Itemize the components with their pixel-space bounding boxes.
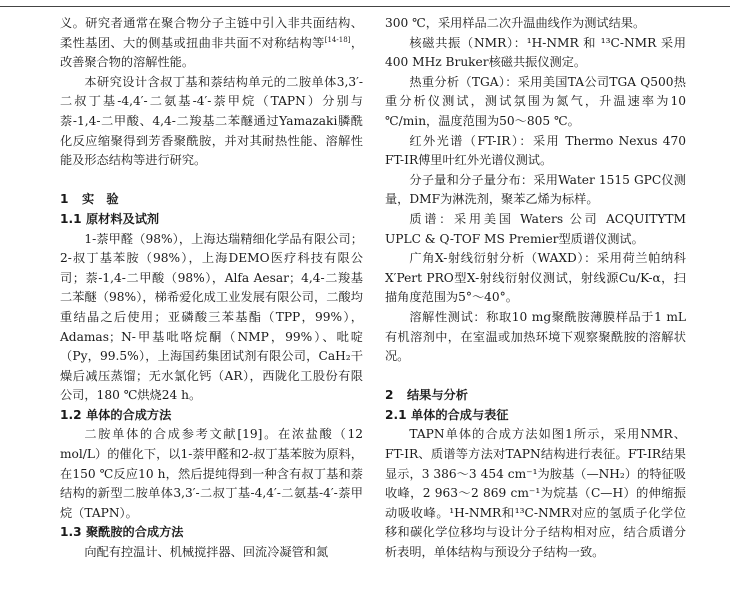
subsection-heading-polyamide-synthesis: 1.3 聚酰胺的合成方法 <box>60 525 184 540</box>
polyamide-synthesis-paragraph: 向配有控温计、机械搅拌器、回流冷凝管和氮 <box>84 545 329 560</box>
tga-paragraph: 热重分析（TGA）：采用美国TA公司TGA Q500热重分析仪测试，测试氛围为氮气，升温速率为10 ℃/min，温度范围为50～805 ℃。 <box>385 74 686 128</box>
subsection-heading-monomer-characterization: 2.1 单体的合成与表征 <box>385 407 509 422</box>
right-column <box>385 14 686 563</box>
dsc-paragraph-continued: 300 ℃，采用样品二次升温曲线作为测试结果。 <box>385 16 646 30</box>
monomer-synthesis-paragraph: 二胺单体的合成参考文献[19]。在浓盐酸（12 mol/L）的催化下，以1-萘甲醛和2-叔丁基苯胺为原料，在150 ℃反应10 h，然后提纯得到一种含有叔丁基和萘结构的新型二胺单体3,3′-二叔丁基-4,4′-二氨基-4′-萘甲烷（TAPN）。 <box>60 427 363 520</box>
intro-paragraph-continued: 义。研究者通常在聚合物分子主链中引入非共面结构、柔性基团、大的侧基或扭曲非共面不对称结构等[14-18]，改善聚合物的溶解性能。 <box>60 16 364 70</box>
gpc-paragraph: 分子量和分子量分布：采用Water 1515 GPC仪测量，DMF为淋洗剂，聚苯乙烯为标样。 <box>385 172 686 207</box>
characterization-paragraph: TAPN单体的合成方法如图1所示，采用NMR、FT-IR、质谱等方法对TAPN结构进行表征。FT-IR结果显示，3 386～3 454 cm⁻¹为胺基（—NH₂）的特征吸收峰，2 963～2 869 cm⁻¹为烷基（C—H）的伸缩振动吸收峰。¹H-NMR和¹³C-NMR对应的氢质子化学位移和碳化学位移均与设计分子结构相对应，结合质谱分析表明，单体结构与预设分子结构一致。 <box>385 427 686 560</box>
solubility-paragraph: 溶解性测试：称取10 mg聚酰胺薄膜样品于1 mL有机溶剂中，在室温或加热环境下观察聚酰胺的溶解状况。 <box>385 309 686 364</box>
section-heading-experiment: 1 实 验 <box>60 192 119 207</box>
mass-spec-paragraph: 质谱：采用美国 Waters 公司 ACQUITYTM UPLC & Q-TOF MS Premier型质谱仪测试。 <box>385 211 686 246</box>
section-heading-results: 2 结果与分析 <box>385 388 468 403</box>
subsection-heading-materials: 1.1 原材料及试剂 <box>60 211 160 226</box>
subsection-heading-monomer-synthesis: 1.2 单体的合成方法 <box>60 407 172 422</box>
citation-14-18[interactable]: [14-18] <box>324 35 351 44</box>
materials-paragraph: 1-萘甲醛（98%），上海达瑞精细化学品有限公司；2-叔丁基苯胺（98%），上海DEMO医疗科技有限公司；萘-1,4-二甲酸（98%），Alfa Aesar；4,4-二羧基二苯醚（98%），梯希爱化成工业发展有限公司，二酸均重结晶之后使用；亚磷酸三苯基酯（TPP，99%），Adamas；N-甲基吡咯烷酮（NMP，99%）、吡啶（Py，99.5%），上海国药集团试剂有限公司，CaH₂干燥后减压蒸馏；无水氯化钙（AR），西陇化工股份有限公司，180 ℃烘烧24 h。 <box>60 231 363 403</box>
waxd-paragraph: 广角X-射线衍射分析（WAXD）：采用荷兰帕纳科 X′Pert PRO型X-射线衍射仪测试，射线源Cu/K-α，扫描角度范围为5°～40°。 <box>385 251 686 305</box>
ftir-paragraph: 红外光谱（FT-IR）：采用 Thermo Nexus 470 FT-IR傅里叶红外光谱仪测试。 <box>385 133 686 168</box>
left-column <box>60 14 363 563</box>
page-header-rule <box>0 0 730 7</box>
nmr-paragraph: 核磁共振（NMR）：¹H-NMR 和 ¹³C-NMR 采用400 MHz Bruker核磁共振仪测定。 <box>385 35 686 70</box>
intro-paragraph: 本研究设计含叔丁基和萘结构单元的二胺单体3,3′-二叔丁基-4,4′-二氨基-4′-萘甲烷（TAPN）分别与萘-1,4-二甲酸、4,4-二羧基二苯醚通过Yamazaki膦酰化反应缩聚得到芳香聚酰胺，并对其耐热性能、溶解性能及形态结构等进行研究。 <box>60 74 363 168</box>
